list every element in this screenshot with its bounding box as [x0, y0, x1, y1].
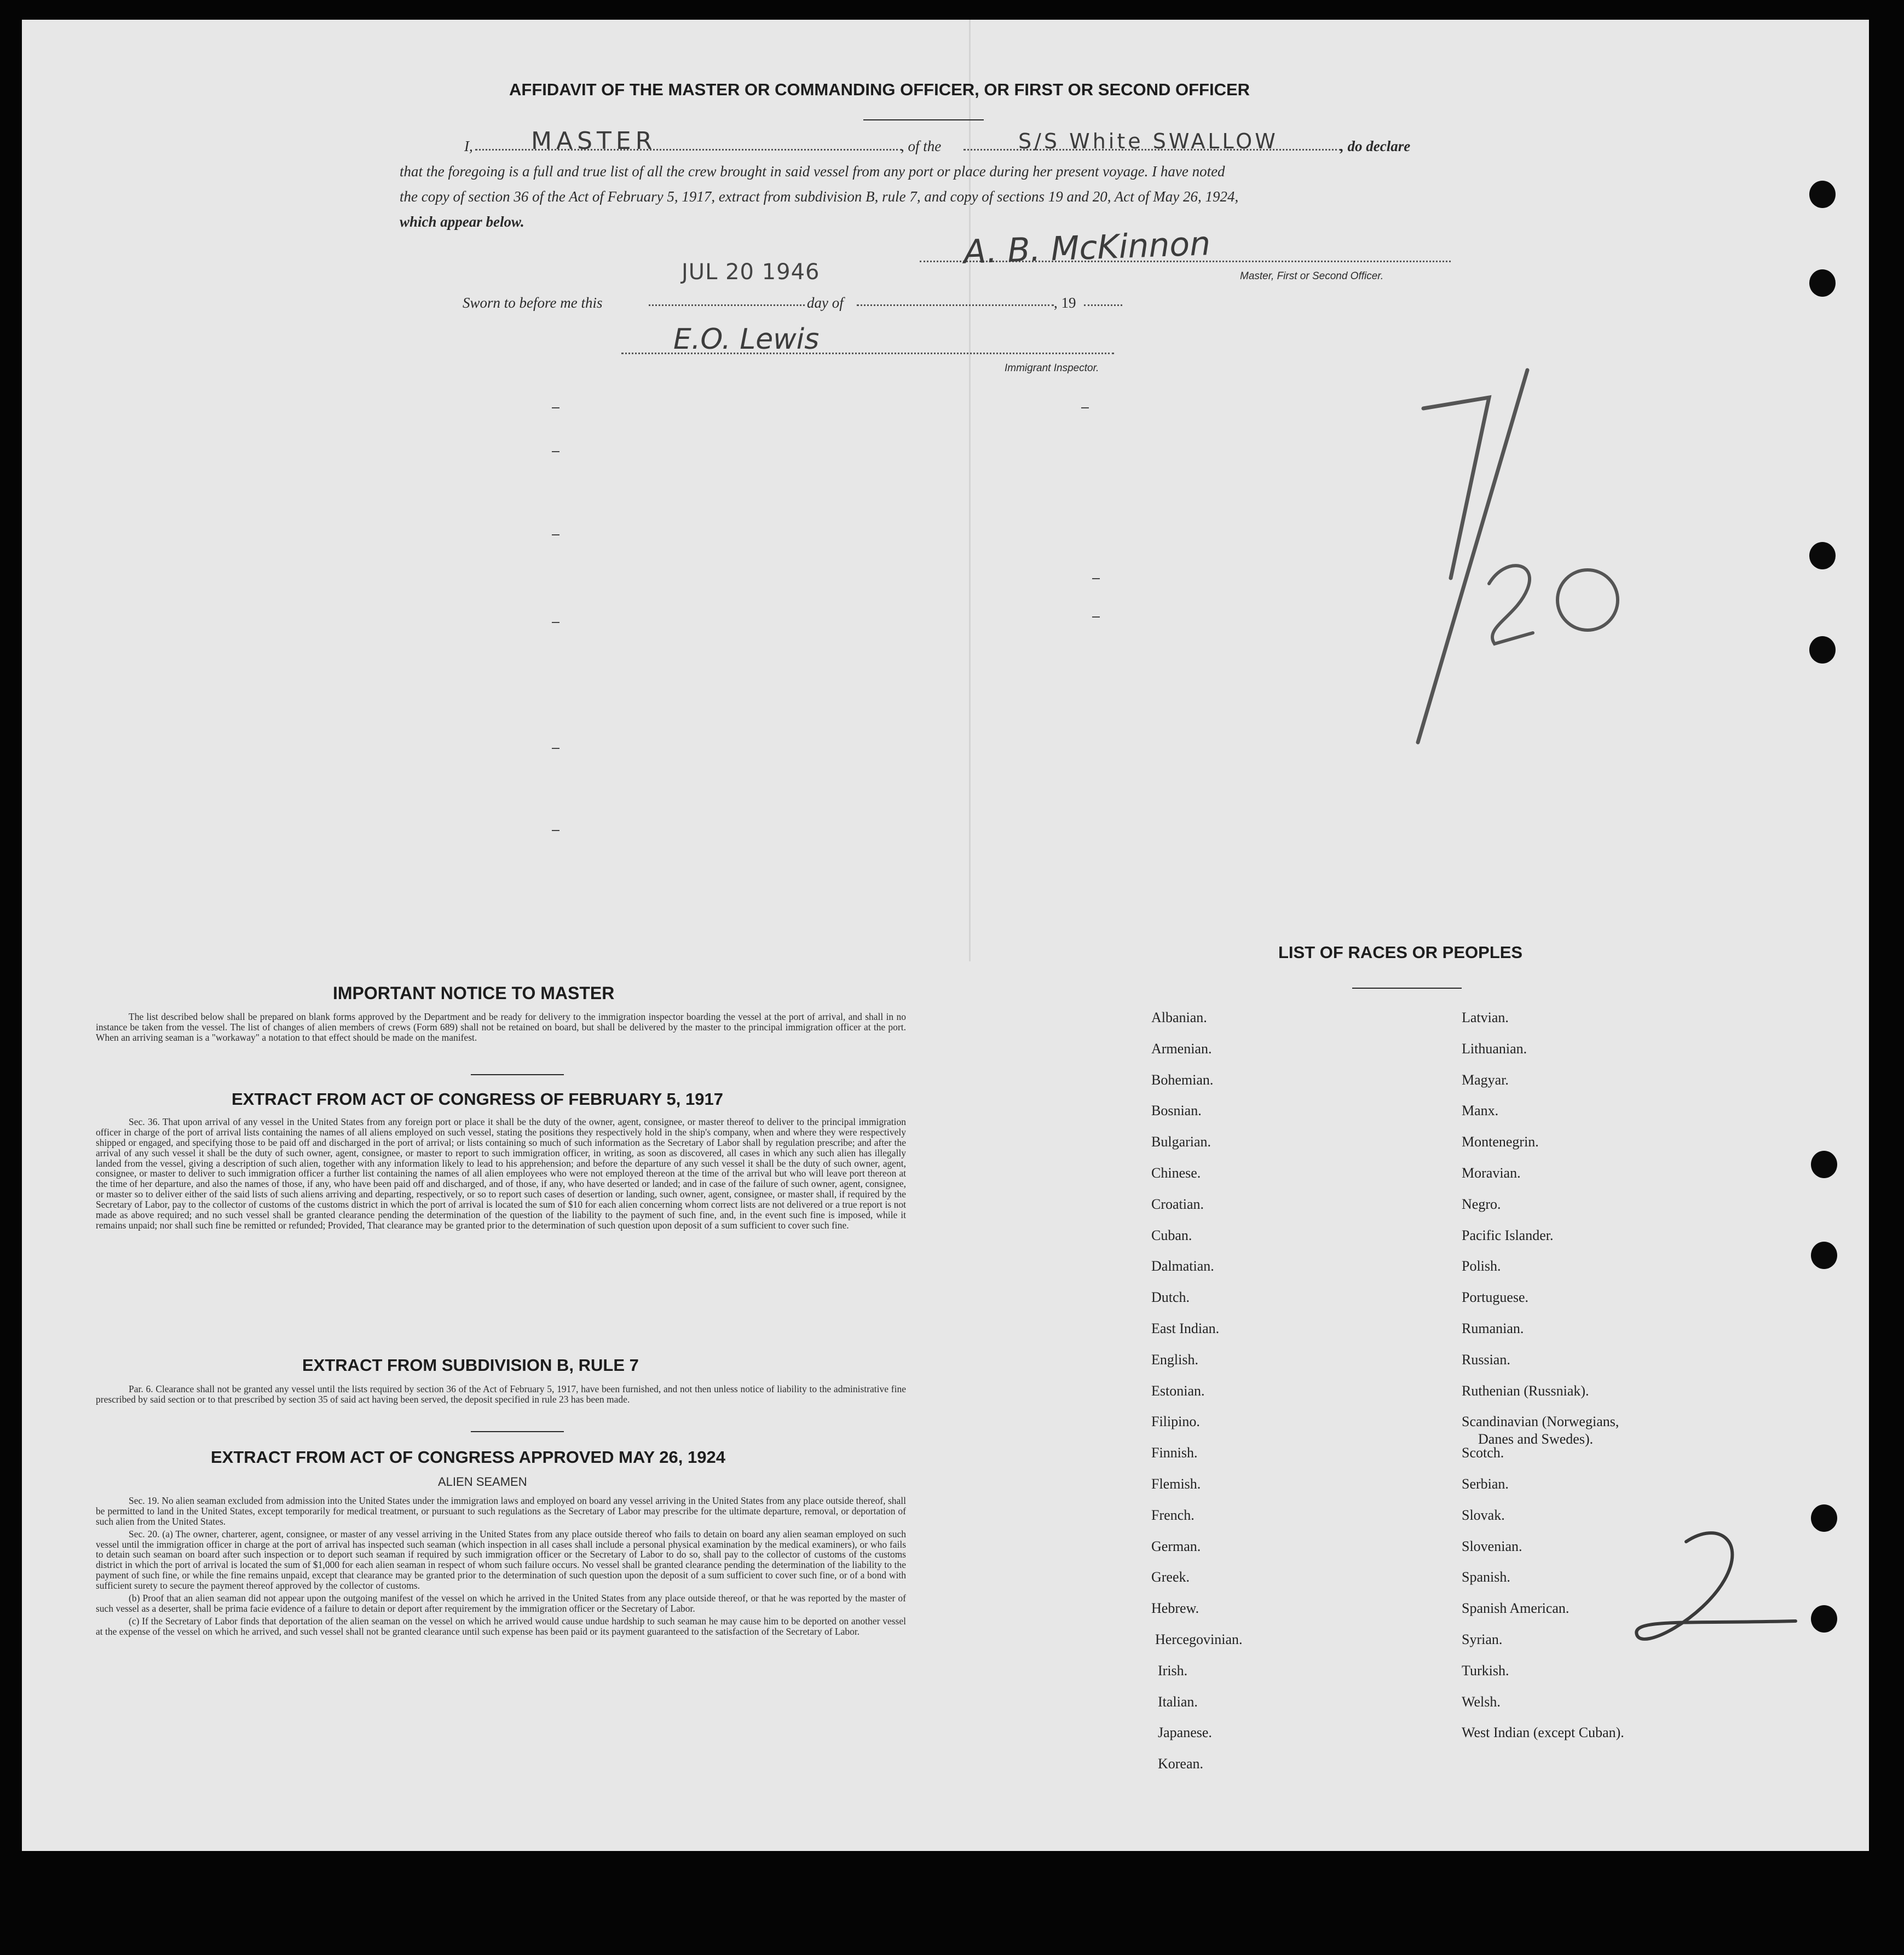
sec20a-paragraph: Sec. 20. (a) The owner, charterer, agent, consignee, or master of any vessel arriving in the United States from any place outside thereof who fails to detain on board any alien seaman employed on such vessel until the immigration officer in charge at the port of arrival has inspected such seaman (which inspection in all cases shall include a personal physical examination by the medical examiners), or who fails to detain such seaman on board after such inspection or to deport such seaman if required by such immigration officer or the Secretary of Labor to do so, shall pay to the collector of customs of the customs district in which the port of arrival is located the sum of $1,000 for each alien seaman in respect of whom such failure occurs. No vessel shall be granted clearance pending the determination of the liability to the payment of such fine, or while the fine remains unpaid, except that clearance may be granted prior to the determination of such question upon the deposit of a sum sufficient to cover such fine, or of a bond with sufficient surety to secure the payment thereof approved by the collector of customs. [96, 1528, 906, 1591]
sworn-day-field [649, 304, 805, 306]
race-item: Cuban. [1151, 1227, 1192, 1243]
bleed-mark [1092, 616, 1100, 618]
notice-title: IMPORTANT NOTICE TO MASTER [333, 983, 615, 1003]
race-item: Polish. [1462, 1258, 1501, 1274]
master-signature: A. B. McKinnon [962, 224, 1211, 272]
race-item: Russian. [1462, 1352, 1510, 1368]
alien-seamen-subtitle: ALIEN SEAMEN [438, 1475, 527, 1489]
extract-1917-title: EXTRACT FROM ACT OF CONGRESS OF FEBRUARY 5, 1917 [232, 1089, 723, 1109]
race-item: Danes and Swedes). [1478, 1431, 1594, 1447]
inspector-caption: Immigrant Inspector. [1005, 362, 1099, 374]
race-item: Dalmatian. [1151, 1258, 1214, 1274]
sworn-label: Sworn to before me this [463, 295, 603, 311]
race-item: Latvian. [1462, 1010, 1509, 1025]
race-item: Hercegovinian. [1155, 1631, 1243, 1647]
extract-1917-text [96, 1117, 906, 1233]
affidavit-line-4: which appear below. [400, 214, 524, 230]
punch-hole [1809, 181, 1836, 208]
race-item: Bosnian. [1151, 1103, 1202, 1118]
section-rule [471, 1074, 564, 1075]
extract-1924-text [96, 1496, 906, 1639]
race-item: Finnish. [1151, 1445, 1198, 1461]
races-title: LIST OF RACES OR PEOPLES [1278, 943, 1523, 962]
bleed-mark [1092, 578, 1100, 579]
punch-hole [1809, 269, 1836, 297]
race-item: French. [1151, 1507, 1195, 1523]
race-item: Magyar. [1462, 1072, 1509, 1088]
sec20b-paragraph: (b) Proof that an alien seaman did not appear upon the outgoing manifest of the vessel on which he arrived in the United States from any place outside thereof, or that he was reported by the master of such vessel as a deserter, shall be prima facie evidence of a failure to detain or deport after requirement by the immigration officer or the Secretary of Labor. [96, 1593, 906, 1614]
punch-hole [1811, 1242, 1837, 1269]
race-item: Estonian. [1151, 1383, 1205, 1399]
punch-hole [1809, 636, 1836, 664]
race-item: Scandinavian (Norwegians, [1462, 1414, 1619, 1429]
race-item: Albanian. [1151, 1010, 1207, 1025]
punch-hole [1811, 1151, 1837, 1178]
of-the-label: , of the [901, 138, 942, 154]
race-item: Welsh. [1462, 1694, 1501, 1710]
race-item: Chinese. [1151, 1165, 1201, 1181]
rule7-paragraph: Par. 6. Clearance shall not be granted any vessel until the lists required by section 36 of the Act of February 5, 1917, have been furnished, and not then unless notice of liability to the administrative fine prescribed by said section or to that prescribed by section 35 of said act having been served, the deposit specified in rule 23 has been made. [96, 1383, 906, 1405]
bleed-mark [1081, 407, 1089, 408]
race-item: Slovenian. [1462, 1538, 1522, 1554]
sec19-paragraph: Sec. 19. No alien seaman excluded from admission into the United States under the immigration laws and employed on board any vessel arriving in the United States from any place outside thereof, shall be permitted to land in the United States, except temporarily for medical treatment, or pursuant to such regulations as the Secretary of Labor may prescribe for the ultimate departure, removal, or deportation of such alien from the United States. [96, 1495, 906, 1527]
race-item: Rumanian. [1462, 1320, 1524, 1336]
sworn-year-field [1084, 304, 1122, 306]
race-item: Ruthenian (Russniak). [1462, 1383, 1589, 1399]
day-of-label: day of [807, 295, 844, 311]
notice-text [96, 1012, 906, 1045]
race-item: Slovak. [1462, 1507, 1505, 1523]
race-item: Italian. [1158, 1694, 1198, 1710]
fold-line [969, 20, 971, 961]
bleed-mark [552, 830, 559, 831]
race-item: Japanese. [1158, 1725, 1212, 1740]
document-page [22, 20, 1869, 1851]
extract-1924-title: EXTRACT FROM ACT OF CONGRESS APPROVED MAY 26, 1924 [211, 1447, 725, 1467]
race-item: West Indian (except Cuban). [1462, 1725, 1624, 1740]
rule7-text [96, 1384, 906, 1407]
race-item: Greek. [1151, 1569, 1190, 1585]
date-stamp: JUL 20 1946 [682, 259, 820, 285]
sworn-month-field [857, 304, 1054, 306]
bleed-mark [552, 451, 559, 452]
punch-hole [1811, 1605, 1837, 1633]
punch-hole [1811, 1504, 1837, 1532]
race-item: Irish. [1158, 1663, 1188, 1679]
affidavit-rule [863, 119, 984, 120]
race-item: Korean. [1158, 1756, 1204, 1772]
rule7-title: EXTRACT FROM SUBDIVISION B, RULE 7 [302, 1356, 639, 1375]
affidavit-title: AFFIDAVIT OF THE MASTER OR COMMANDING OFFICER, OR FIRST OR SECOND OFFICER [509, 80, 1250, 99]
page-number-annotation [1620, 1520, 1801, 1662]
race-item: Manx. [1462, 1103, 1499, 1118]
race-item: Scotch. [1462, 1445, 1504, 1461]
vessel-handwritten: S/S White SWALLOW [1018, 129, 1278, 153]
affidavit-line-3: the copy of section 36 of the Act of February 5, 1917, extract from subdivision B, rule 7, and copy of sections 19 and 20, Act of May 26, 1924, [400, 188, 1239, 205]
do-declare-label: , do declare [1340, 138, 1411, 154]
race-item: Spanish American. [1462, 1600, 1570, 1616]
race-item: Flemish. [1151, 1476, 1201, 1492]
race-item: Pacific Islander. [1462, 1227, 1554, 1243]
race-item: Filipino. [1151, 1414, 1200, 1429]
race-item: Hebrew. [1151, 1600, 1199, 1616]
fraction-stroke [1489, 566, 1533, 644]
affidavit-line-2: that the foregoing is a full and true list of all the crew brought in said vessel from any port or place during her present voyage. I have noted [400, 163, 1225, 180]
race-item: Croatian. [1151, 1196, 1204, 1212]
race-item: Bulgarian. [1151, 1134, 1211, 1150]
race-item: Dutch. [1151, 1289, 1190, 1305]
notice-paragraph: The list described below shall be prepared on blank forms approved by the Department and be ready for delivery to the immigration inspector boarding the vessel at the port of arrival, and shall in no instance be taken from the vessel. The list of changes of alien members of crews (Form 689) shall not be retained on board, but shall be delivered by the master to the principal immigration officer at the port. When an arriving seaman is a "workaway" a notation to that effect should be made on the manifest. [96, 1011, 906, 1043]
race-item: Turkish. [1462, 1663, 1509, 1679]
bleed-mark [552, 407, 559, 408]
fraction-annotation [1358, 348, 1642, 764]
sec36-paragraph: Sec. 36. That upon arrival of any vessel in the United States from any foreign port or place it shall be the duty of the owner, agent, consignee, or master thereof to deliver to the principal immigration officer in charge of the port of arrival lists containing the names of all aliens employed on such vessel, stating the positions they respectively hold in the ship's company, when and where they were respectively shipped or engaged, and specifying those to be paid off and discharged in the port of arrival; or lists containing so much of such information as the Secretary of Labor shall by regulation prescribe; and after the arrival of any such vessel it shall be the duty of such owner, agent, consignee, or master to report to such immigration officer, in writing, as soon as discovered, all cases in which any such alien has illegally landed from the vessel, giving a description of such alien, together with any information likely to lead to his apprehension; and before the departure of any such vessel it shall be the duty of such owner, agent, consignee, or master to deliver to such immigration officer a further list containing the names of all alien employees who were not employed thereon at the time of the arrival but who will leave port thereon at the time of her departure, and also the names of those, if any, who have been paid off and discharged, and of those, if any, who have deserted or landed; and in case of the failure of such owner, agent, consignee, or master so to deliver either of the said lists of such aliens arriving and departing, respectively, or so to report such cases of desertion or landing, such owner, agent, consignee, or master shall, if required by the Secretary of Labor, pay to the collector of customs of the customs district in which the port of arrival is located the sum of $10 for each alien concerning whom correct lists are not delivered or a true report is not made as above required; and no such vessel shall be granted clearance pending the determination of the question of the liability to the payment of such fine, and, in the event such fine is imposed, while it remains unpaid; nor shall such fine be remitted or refunded; Provided, That clearance may be granted prior to the determination of such question upon deposit of a sum sufficient to cover such fine. [96, 1116, 906, 1231]
race-item: English. [1151, 1352, 1198, 1368]
race-item: Spanish. [1462, 1569, 1510, 1585]
bleed-mark [552, 748, 559, 749]
declarant-handwritten: MASTER [531, 127, 657, 155]
fraction-stroke [1557, 570, 1618, 630]
inspector-signature: E.O. Lewis [673, 323, 820, 356]
bleed-mark [552, 622, 559, 623]
sec20c-paragraph: (c) If the Secretary of Labor finds that deportation of the alien seaman on the vessel on which he arrived would cause undue hardship to such seaman he may cause him to be deported on another vessel at the expense of the vessel on which he arrived, and such vessel shall not be granted clearance until such expense has been paid or its payment guaranteed to the satisfaction of the Secretary of Labor. [96, 1615, 906, 1637]
section-rule [471, 1431, 564, 1432]
punch-hole [1809, 542, 1836, 569]
bleed-mark [552, 534, 559, 535]
race-item: Lithuanian. [1462, 1041, 1527, 1057]
races-rule [1352, 988, 1462, 989]
race-item: East Indian. [1151, 1320, 1220, 1336]
race-item: Serbian. [1462, 1476, 1509, 1492]
fraction-stroke [1418, 370, 1527, 742]
race-item: Bohemian. [1151, 1072, 1214, 1088]
race-item: German. [1151, 1538, 1201, 1554]
race-item: Montenegrin. [1462, 1134, 1539, 1150]
page-number-stroke [1636, 1533, 1796, 1639]
year-label: , 19 [1054, 295, 1076, 311]
race-item: Syrian. [1462, 1631, 1503, 1647]
race-item: Armenian. [1151, 1041, 1212, 1057]
race-item: Portuguese. [1462, 1289, 1529, 1305]
race-item: Moravian. [1462, 1165, 1521, 1181]
race-item: Negro. [1462, 1196, 1501, 1212]
fraction-stroke [1423, 397, 1489, 578]
master-caption: Master, First or Second Officer. [1240, 270, 1384, 282]
declarant-label: I, [464, 138, 473, 154]
